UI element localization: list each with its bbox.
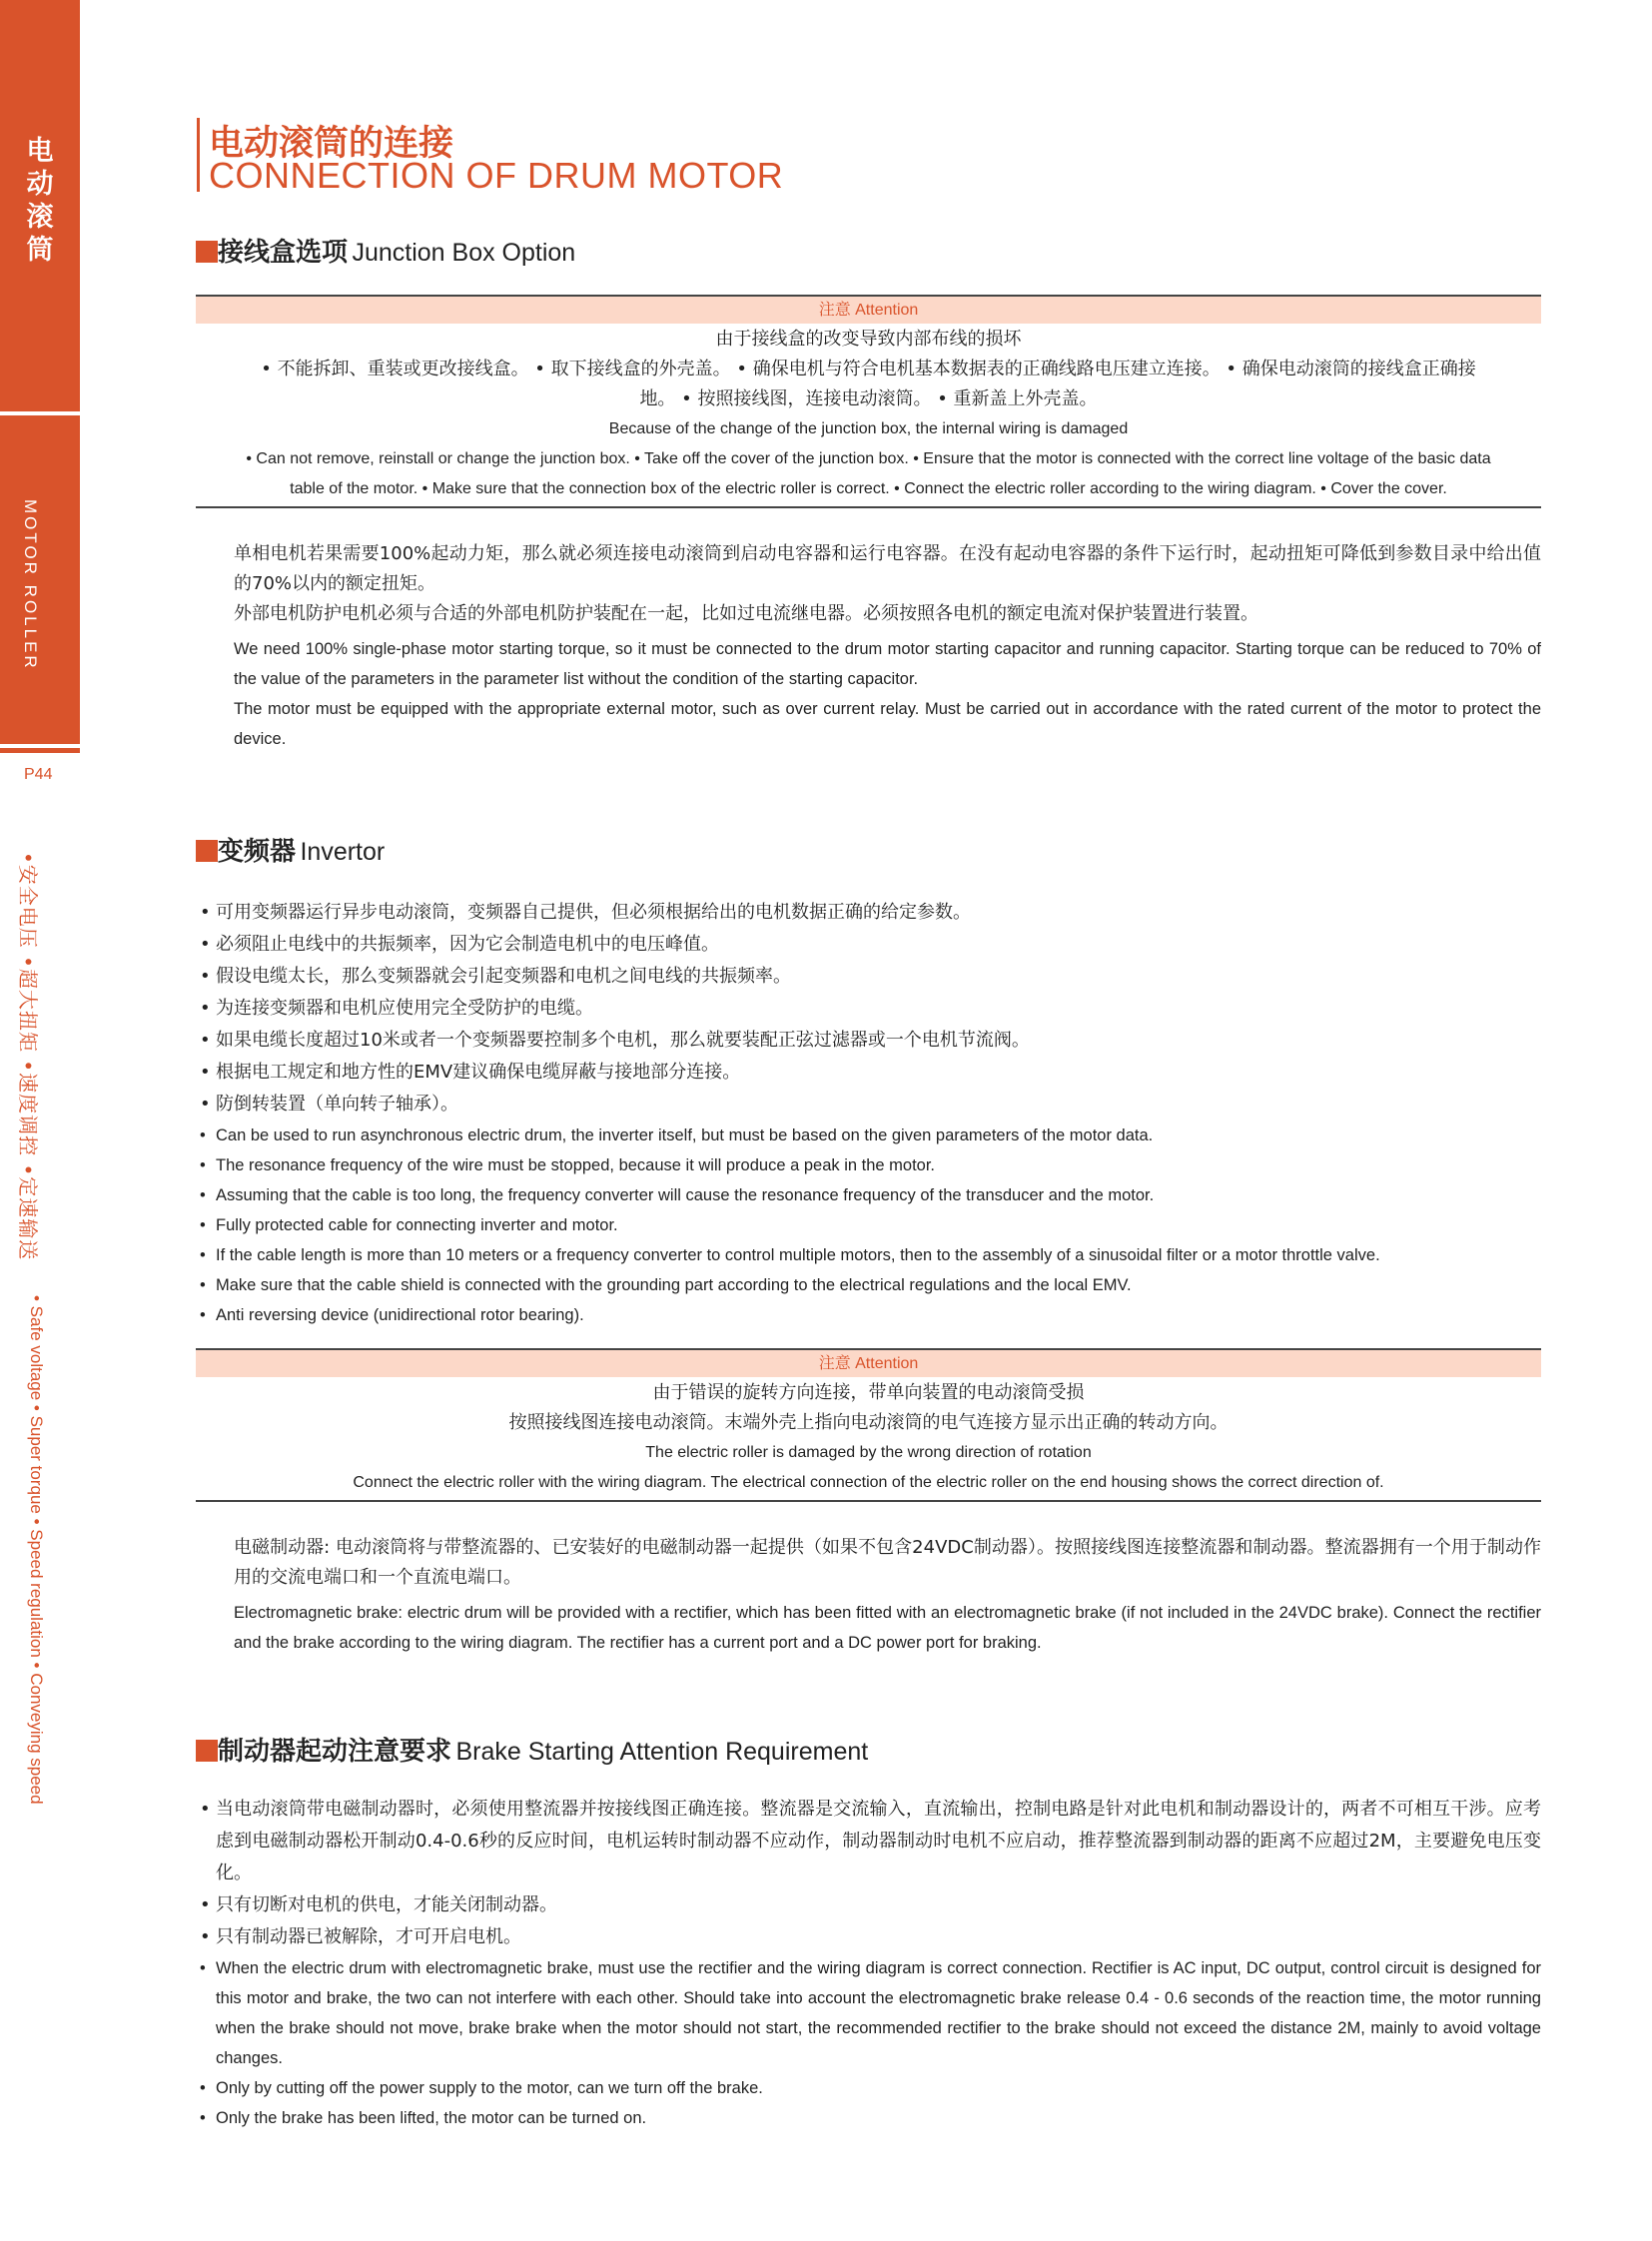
brake-rectifier-paragraph-cn <box>196 1533 1541 1593</box>
list-item: • If the cable length is more than 10 meters or a frequency converter to control multiple motors, then to the assembly of a sinusoidal filter or a motor throttle valve. <box>196 1240 1541 1270</box>
page-title-en: CONNECTION OF DRUM MOTOR <box>209 155 784 196</box>
attention-en-line: Because of the change of the junction box, the internal wiring is damaged <box>608 420 1129 437</box>
sidebar-en-title: MOTOR ROLLER <box>21 499 40 671</box>
sidebar-features-en: • Safe voltage • Super torque • Speed regulation • Conveying speed <box>27 1295 46 1805</box>
heading-square-icon <box>196 241 218 263</box>
attention-en-line: The electric roller is damaged by the wrong direction of rotation <box>645 1444 1092 1461</box>
junction-heading: 接线盒选项 Junction Box Option <box>196 232 575 262</box>
sidebar-strip <box>0 748 80 753</box>
list-item: • Can be used to run asynchronous electric drum, the inverter itself, but must be based on the given parameters of the motor data. <box>196 1120 1541 1150</box>
heading-square-icon <box>196 840 218 862</box>
attention-cn-line: 地。 • 按照接线图，连接电动滚筒。 • 重新盖上外壳盖。 <box>639 388 1098 409</box>
list-item: • The resonance frequency of the wire must be stopped, because it will produce a peak in the motor. <box>196 1150 1541 1180</box>
junction-paragraphs <box>196 539 1541 629</box>
invertor-attention-box <box>196 1348 1541 1502</box>
paragraph-cn: 外部电机防护电机必须与合适的外部电机防护装配在一起，比如过电流继电器。必须按照各电机的额定电流对保护装置进行装置。 <box>234 603 1258 624</box>
list-item: • 如果电缆长度超过10米或者一个变频器要控制多个电机，那么就要装配正弦过滤器或一个电机节流阀。 <box>196 1025 1541 1057</box>
attention-en-line: table of the motor. • Make sure that the connection box of the electric roller is correct. • Connect the electric roller according to the wiring diagram. • Cover the cover. <box>290 480 1447 497</box>
invertor-list <box>196 897 1541 1330</box>
brake-rectifier-paragraph-en <box>196 1598 1541 1658</box>
invertor-heading: 变频器 Invertor <box>196 831 385 861</box>
paragraph-en: Electromagnetic brake: electric drum will be provided with a rectifier, which has been fitted with an electromagnetic brake (if not included in the 24VDC brake). Connect the rectifier and the brake according to the wiring diagram. The rectifier has a current port and a DC power port for braking. <box>234 1604 1541 1652</box>
sidebar <box>0 0 80 2241</box>
list-item: • 根据电工规定和地方性的EMV建议确保电缆屏蔽与接地部分连接。 <box>196 1057 1541 1089</box>
sidebar-block <box>0 0 80 744</box>
list-item: • 只有切断对电机的供电，才能关闭制动器。 <box>196 1889 1541 1921</box>
list-item: • Fully protected cable for connecting inverter and motor. <box>196 1210 1541 1240</box>
sidebar-features-cn: •安全电压 •超大扭矩 •速度调控 •定速输送 <box>16 852 40 1261</box>
junction-paragraphs-en <box>196 634 1541 754</box>
list-item: • Only the brake has been lifted, the motor can be turned on. <box>196 2103 1541 2133</box>
sidebar-cn-title: 电动滚筒 <box>26 136 54 266</box>
paragraph-cn: 电磁制动器: 电动滚筒将与带整流器的、已安装好的电磁制动器一起提供（如果不包含24VDC制动器）。按照接线图连接整流器和制动器。整流器拥有一个用于制动作用的交流电端口和一个直流电端口。 <box>234 1537 1541 1588</box>
list-item: • 必须阻止电线中的共振频率，因为它会制造电机中的电压峰值。 <box>196 929 1541 961</box>
attention-cn-line: 由于错误的旋转方向连接，带单向装置的电动滚筒受损 <box>652 1382 1085 1403</box>
paragraph-en: We need 100% single-phase motor starting torque, so it must be connected to the drum motor starting capacitor and running capacitor. Starting torque can be reduced to 70% of the value of the parameters in the parameter list without the condition of the starting capacitor. <box>234 640 1541 688</box>
paragraph-en: The motor must be equipped with the appropriate external motor, such as over current relay. Must be carried out in accordance with the rated current of the motor to protect the device. <box>234 700 1541 748</box>
attention-en-line: Connect the electric roller with the wiring diagram. The electrical connection of the electric roller on the end housing shows the correct direction of. <box>353 1474 1384 1491</box>
attention-en-line: • Can not remove, reinstall or change the junction box. • Take off the cover of the junction box. • Ensure that the motor is connected with the correct line voltage of the basic data <box>246 450 1491 467</box>
list-item: • When the electric drum with electromagnetic brake, must use the rectifier and the wiring diagram is correct connection. Rectifier is AC input, DC output, control circuit is designed for this motor and brake, the two can not interfere with each other. Should take into account the electromagnetic brake release 0.4 - 0.6 seconds of the reaction time, the motor running when the brake should not move, brake brake when the motor should not start, the recommended rectifier to the brake should not exceed the distance 2M, mainly to avoid voltage changes. <box>196 1953 1541 2073</box>
attention-cn-line: 由于接线盒的改变导致内部布线的损坏 <box>715 329 1022 350</box>
title-accent-bar <box>197 118 200 192</box>
list-item: • 当电动滚筒带电磁制动器时，必须使用整流器并按接线图正确连接。整流器是交流输入，直流输出，控制电路是针对此电机和制动器设计的，两者不可相互干涉。应考虑到电磁制动器松开制动0.4-0.6秒的反应时间，电机运转时制动器不应动作，制动器制动时电机不应启动，推荐整流器到制动器的距离不应超过2M，主要避免电压变化。 <box>196 1794 1541 1889</box>
list-item: • 可用变频器运行异步电动滚筒，变频器自己提供，但必须根据给出的电机数据正确的给定参数。 <box>196 897 1541 929</box>
attention-cn-line: 按照接线图连接电动滚筒。末端外壳上指向电动滚筒的电气连接方显示出正确的转动方向。 <box>508 1412 1229 1433</box>
list-item: • 为连接变频器和电机应使用完全受防护的电缆。 <box>196 993 1541 1025</box>
attention-label: 注意 Attention <box>196 295 1541 324</box>
list-item: • 只有制动器已被解除，才可开启电机。 <box>196 1921 1541 1953</box>
heading-square-icon <box>196 1740 218 1762</box>
junction-attention-box <box>196 295 1541 508</box>
sidebar-divider <box>0 411 80 415</box>
brake-list <box>196 1794 1541 2133</box>
list-item: • Assuming that the cable is too long, the frequency converter will cause the resonance frequency of the transducer and the motor. <box>196 1180 1541 1210</box>
list-item: • 假设电缆太长，那么变频器就会引起变频器和电机之间电线的共振频率。 <box>196 961 1541 993</box>
list-item: • Anti reversing device (unidirectional rotor bearing). <box>196 1300 1541 1330</box>
paragraph-cn: 单相电机若果需要100%起动力矩，那么就必须连接电动滚筒到启动电容器和运行电容器。在没有起动电容器的条件下运行时，起动扭矩可降低到参数目录中给出值的70%以内的额定扭矩。 <box>234 543 1541 594</box>
page-title-cn: 电动滚筒的连接 <box>209 124 454 164</box>
list-item: • 防倒转装置（单向转子轴承）。 <box>196 1089 1541 1120</box>
list-item: • Only by cutting off the power supply to the motor, can we turn off the brake. <box>196 2073 1541 2103</box>
brake-heading: 制动器起动注意要求 Brake Starting Attention Requirement <box>196 1731 868 1761</box>
list-item: • Make sure that the cable shield is connected with the grounding part according to the electrical regulations and the local EMV. <box>196 1270 1541 1300</box>
attention-cn-line: • 不能拆卸、重装或更改接线盒。 • 取下接线盒的外壳盖。 • 确保电机与符合电机基本数据表的正确线路电压建立连接。 • 确保电动滚筒的接线盒正确接 <box>261 359 1476 379</box>
page-number: P44 <box>24 766 53 783</box>
attention-label: 注意 Attention <box>196 1348 1541 1377</box>
